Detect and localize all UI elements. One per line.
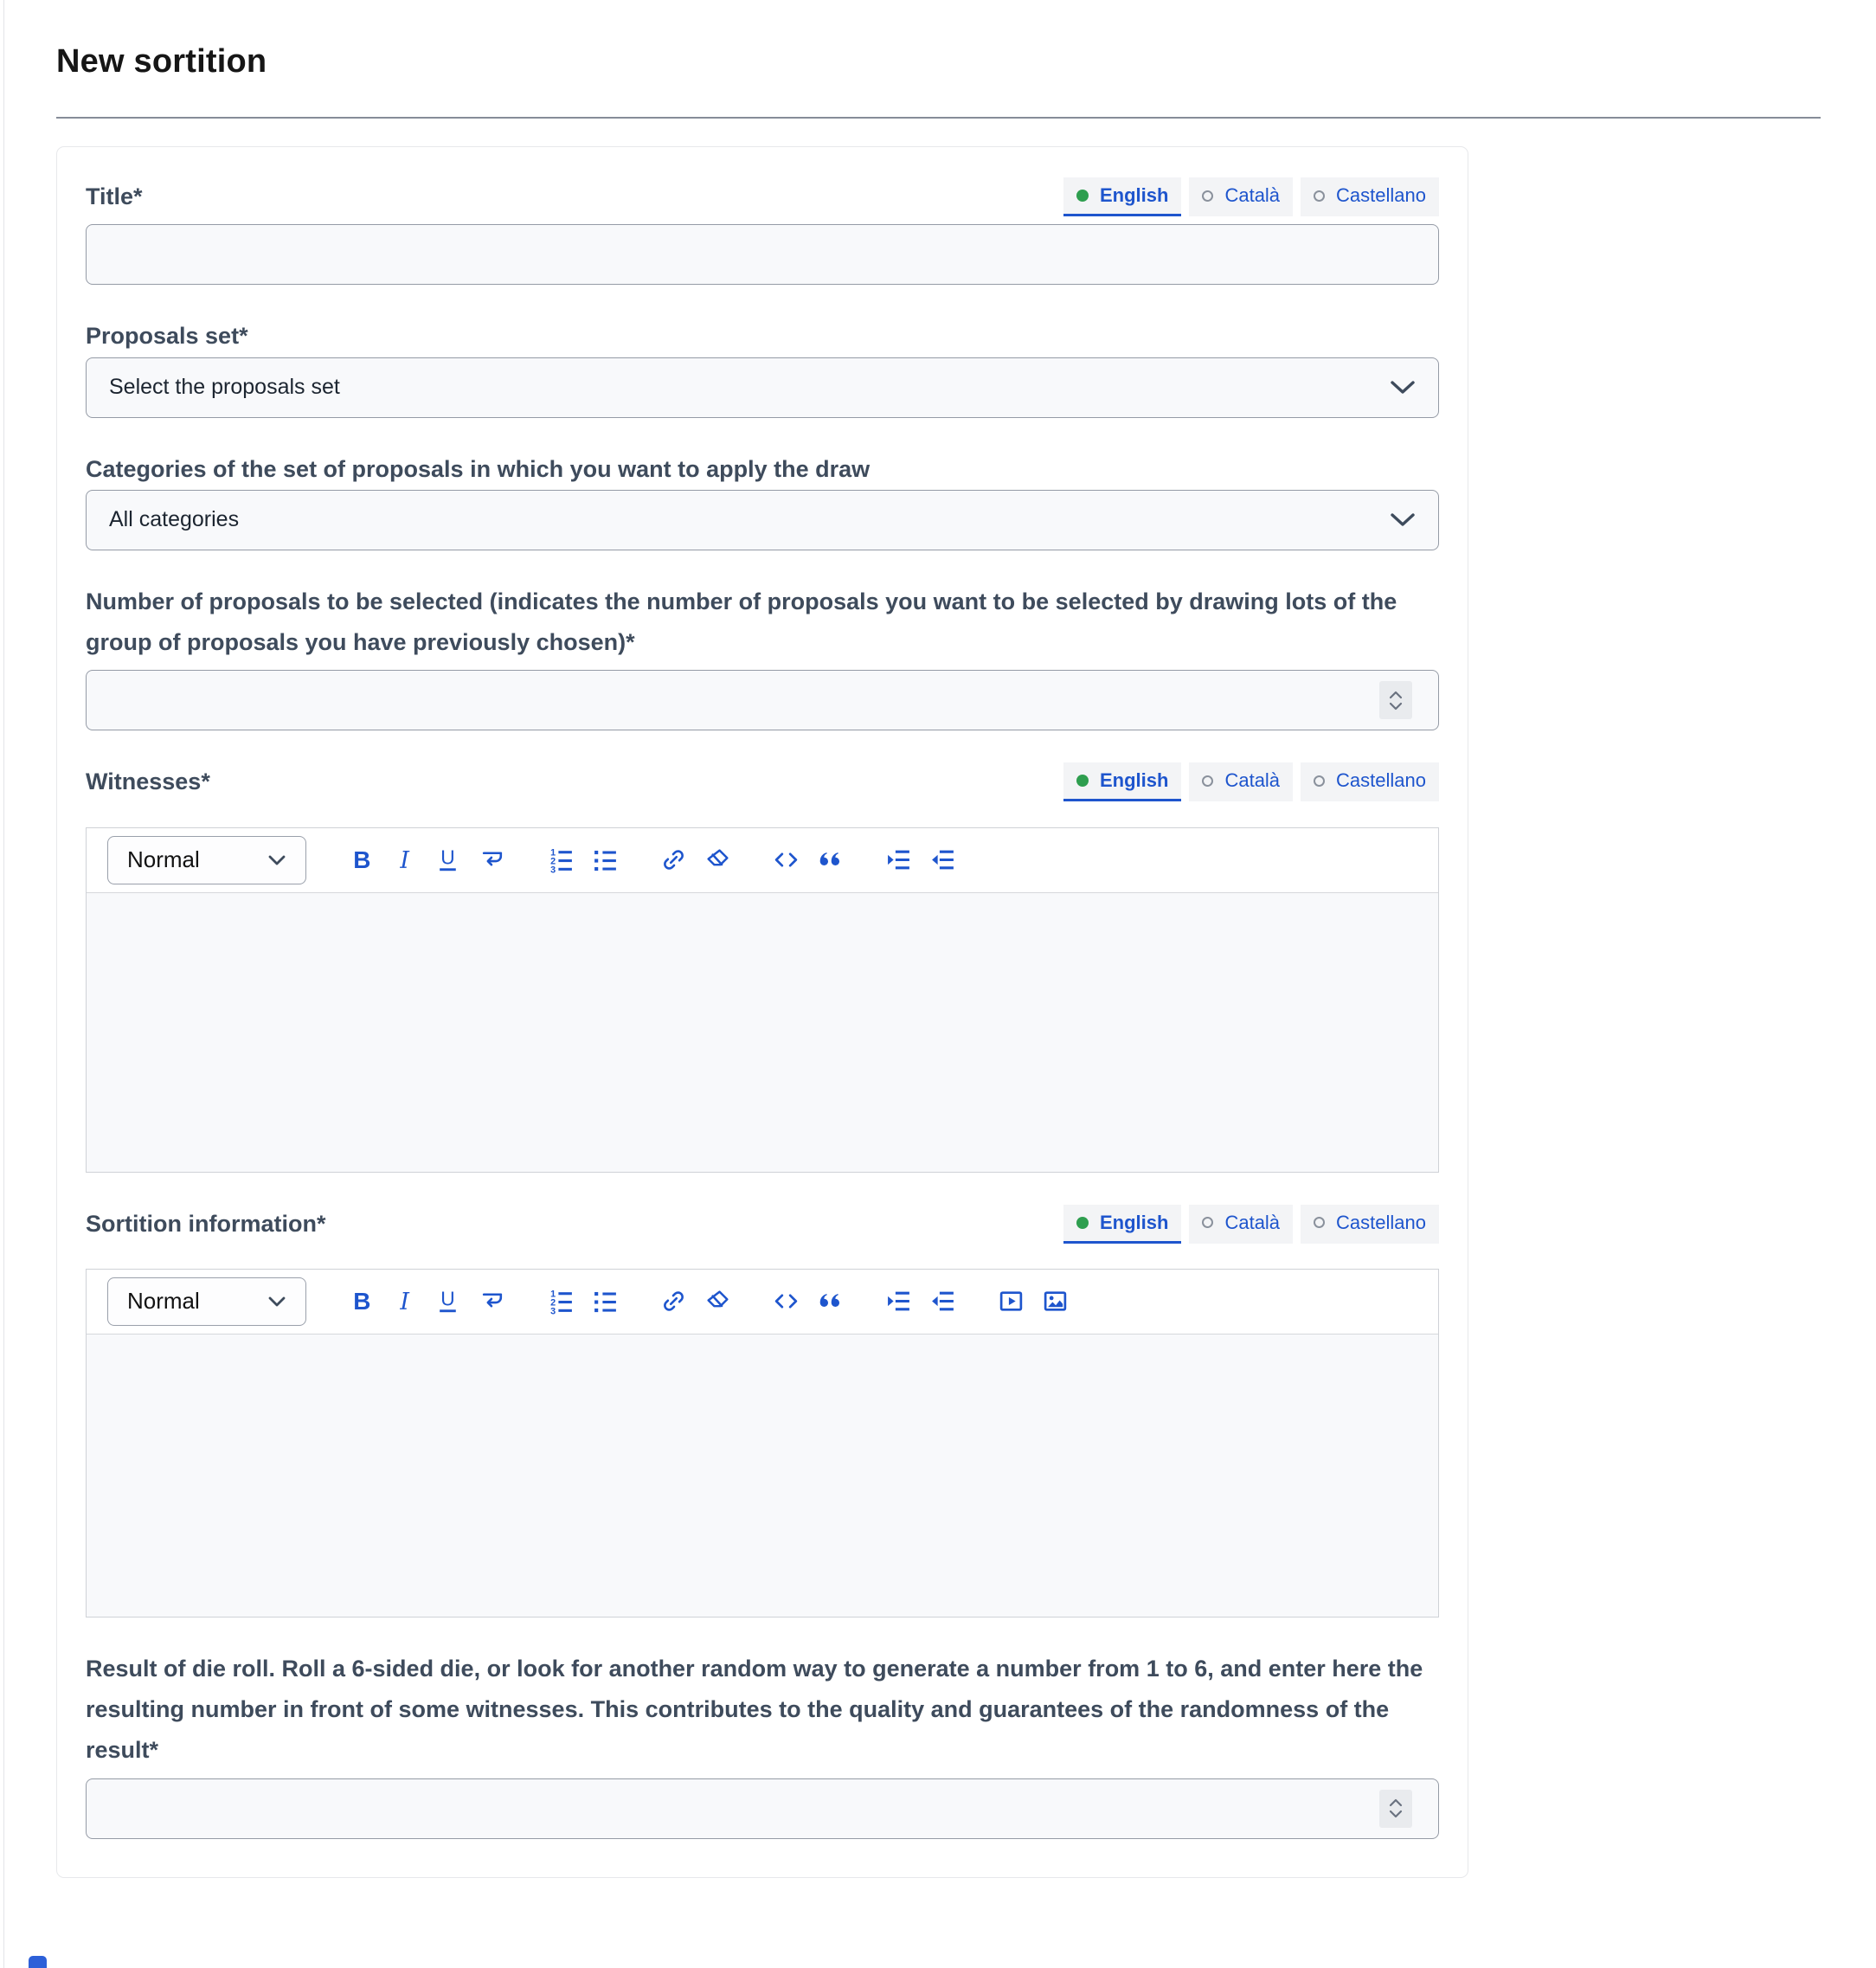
ordered-list-icon	[548, 1288, 575, 1315]
title-field-head	[86, 177, 1439, 217]
chevron-up-icon	[1389, 1798, 1403, 1807]
toolbar-outdent-button[interactable]	[923, 841, 961, 879]
clear-format-icon	[704, 846, 731, 873]
main-content	[56, 0, 1821, 1878]
sortition-information-editor-toolbar	[87, 1270, 1438, 1334]
die-roll-input[interactable]	[86, 1778, 1439, 1839]
inactive-language-dot-icon	[1202, 190, 1213, 202]
language-tab-label: English	[1100, 769, 1169, 792]
indent-icon	[885, 846, 912, 873]
sortition-information-label: Sortition information*	[86, 1210, 326, 1237]
svg-text:I: I	[399, 1289, 409, 1315]
language-tab-catala[interactable]	[1189, 762, 1293, 801]
language-tab-label: Català	[1224, 769, 1281, 792]
active-language-dot-icon	[1076, 1217, 1089, 1229]
number-of-proposals-input[interactable]	[86, 670, 1439, 730]
toolbar-outdent-button[interactable]	[923, 1283, 961, 1321]
chevron-up-icon	[1389, 691, 1403, 699]
italic-icon	[391, 846, 418, 873]
toolbar-bold-button[interactable]	[341, 841, 379, 879]
svg-text:U: U	[440, 1288, 455, 1310]
categories-label: Categories of the set of proposals in which you want to apply the draw	[86, 455, 871, 482]
link-icon	[660, 1288, 687, 1315]
toolbar-icons	[341, 1283, 1074, 1321]
svg-text:B: B	[352, 846, 370, 873]
language-tab-catala[interactable]	[1189, 1205, 1293, 1244]
toolbar-underline-button[interactable]	[429, 1283, 467, 1321]
outdent-icon	[929, 1288, 956, 1315]
field-categories	[86, 449, 1439, 550]
language-tab-label: English	[1100, 1211, 1169, 1233]
create-button-partial[interactable]	[29, 1956, 47, 1968]
language-tab-label: English	[1100, 184, 1169, 207]
toolbar-bullet-list-button[interactable]	[586, 1283, 624, 1321]
field-number-of-proposals	[86, 582, 1439, 731]
inactive-language-dot-icon	[1314, 775, 1325, 787]
field-sortition-information	[86, 1204, 1439, 1617]
toolbar-link-button[interactable]	[654, 1283, 692, 1321]
underline-icon	[435, 846, 462, 873]
title-label: Title*	[86, 183, 143, 209]
field-proposals-set	[86, 316, 1439, 417]
sortition-form-card	[56, 146, 1468, 1878]
svg-text:B: B	[352, 1288, 370, 1315]
witnesses-field-head	[86, 762, 1439, 802]
svg-text:1: 1	[549, 847, 556, 859]
sortition-information-field-head	[86, 1204, 1439, 1244]
indent-icon	[885, 1288, 912, 1315]
toolbar-clear-format-button[interactable]	[698, 1283, 736, 1321]
language-tab-label: Català	[1224, 184, 1281, 207]
bold-icon	[347, 846, 374, 873]
number-stepper[interactable]	[1379, 1790, 1412, 1828]
field-die-roll	[86, 1649, 1439, 1839]
line-break-icon	[479, 1288, 506, 1315]
toolbar-indent-button[interactable]	[879, 841, 917, 879]
active-language-dot-icon	[1076, 775, 1089, 787]
image-icon	[1042, 1288, 1069, 1315]
panel-left-border	[3, 0, 4, 1968]
inactive-language-dot-icon	[1314, 1217, 1325, 1228]
paragraph-style-value: Normal	[127, 1288, 200, 1315]
underline-icon	[435, 1288, 462, 1315]
witnesses-language-tabs	[1063, 762, 1439, 801]
language-tab-label: Català	[1224, 1211, 1281, 1233]
language-tab-label: Castellano	[1336, 184, 1426, 207]
field-witnesses	[86, 762, 1439, 1172]
language-tab-label: Castellano	[1336, 769, 1426, 792]
ordered-list-icon	[548, 846, 575, 873]
svg-text:3: 3	[549, 865, 556, 873]
svg-text:2: 2	[549, 1297, 556, 1309]
toolbar-indent-button[interactable]	[879, 1283, 917, 1321]
number-of-proposals-label: Number of proposals to be selected (indicates the number of proposals you want to be selected by drawing lots of the group of proposals you have previously chosen)*	[86, 588, 1397, 655]
title-input[interactable]	[86, 224, 1439, 285]
sortition-information-rich-text-editor	[86, 1269, 1439, 1617]
toolbar-ordered-list-button[interactable]	[542, 1283, 580, 1321]
header-divider	[56, 117, 1821, 119]
chevron-down-icon	[1389, 702, 1403, 711]
categories-select[interactable]	[86, 490, 1439, 550]
toolbar-line-break-button[interactable]	[473, 1283, 511, 1321]
language-tab-english[interactable]	[1063, 177, 1181, 216]
bullet-list-icon	[592, 846, 619, 873]
toolbar-blockquote-button[interactable]	[811, 1283, 849, 1321]
line-break-icon	[479, 846, 506, 873]
toolbar-ordered-list-button[interactable]	[542, 841, 580, 879]
toolbar-underline-button[interactable]	[429, 841, 467, 879]
title-language-tabs	[1063, 177, 1439, 216]
witnesses-rich-text-editor	[86, 827, 1439, 1173]
paragraph-style-select[interactable]	[107, 836, 306, 884]
proposals-set-label: Proposals set*	[86, 323, 248, 350]
toolbar-italic-button[interactable]	[385, 841, 423, 879]
code-block-icon	[773, 846, 800, 873]
chevron-down-icon	[267, 1296, 286, 1308]
toolbar-line-break-button[interactable]	[473, 841, 511, 879]
sortition-information-editor-area[interactable]	[87, 1334, 1438, 1617]
code-block-icon	[773, 1288, 800, 1315]
toolbar-bullet-list-button[interactable]	[586, 841, 624, 879]
number-stepper[interactable]	[1379, 681, 1412, 719]
inactive-language-dot-icon	[1202, 1217, 1213, 1228]
witnesses-editor-toolbar	[87, 828, 1438, 892]
toolbar-blockquote-button[interactable]	[811, 841, 849, 879]
witnesses-editor-area[interactable]	[87, 892, 1438, 1172]
svg-text:2: 2	[549, 856, 556, 867]
toolbar-image-button[interactable]	[1036, 1283, 1074, 1321]
blockquote-icon	[817, 1288, 844, 1315]
bold-icon	[347, 1288, 374, 1315]
field-title	[86, 177, 1439, 285]
toolbar-code-block-button[interactable]	[767, 1283, 805, 1321]
bullet-list-icon	[592, 1288, 619, 1315]
language-tab-castellano[interactable]	[1301, 1205, 1439, 1244]
sortition-information-language-tabs	[1063, 1205, 1439, 1244]
chevron-down-icon	[267, 854, 286, 866]
categories-selected-value: All categories	[109, 507, 240, 532]
language-tab-english[interactable]	[1063, 762, 1181, 801]
toolbar-clear-format-button[interactable]	[698, 841, 736, 879]
chevron-down-icon	[1390, 380, 1416, 396]
svg-text:U: U	[440, 846, 455, 869]
clear-format-icon	[704, 1288, 731, 1315]
chevron-down-icon	[1389, 1810, 1403, 1818]
link-icon	[660, 846, 687, 873]
language-tab-castellano[interactable]	[1301, 762, 1439, 801]
toolbar-bold-button[interactable]	[341, 1283, 379, 1321]
svg-text:I: I	[399, 846, 409, 873]
witnesses-label: Witnesses*	[86, 769, 210, 795]
proposals-set-selected-value: Select the proposals set	[109, 375, 340, 399]
inactive-language-dot-icon	[1314, 190, 1325, 202]
video-icon	[998, 1288, 1025, 1315]
chevron-down-icon	[1390, 512, 1416, 528]
language-tab-label: Castellano	[1336, 1211, 1426, 1233]
blockquote-icon	[817, 846, 844, 873]
page-title: New sortition	[56, 43, 267, 80]
language-tab-castellano[interactable]	[1301, 177, 1439, 216]
toolbar-icons	[341, 841, 986, 879]
toolbar-code-block-button[interactable]	[767, 841, 805, 879]
die-roll-label: Result of die roll. Roll a 6-sided die, or look for another random way to generate a number from 1 to 6, and enter here the resulting number in front of some witnesses. This contributes to the quality and guarantees of the randomness of the result*	[86, 1655, 1423, 1764]
language-tab-english[interactable]	[1063, 1205, 1181, 1244]
toolbar-link-button[interactable]	[654, 841, 692, 879]
inactive-language-dot-icon	[1202, 775, 1213, 787]
proposals-set-select[interactable]	[86, 357, 1439, 418]
paragraph-style-value: Normal	[127, 846, 200, 872]
svg-text:3: 3	[549, 1306, 556, 1315]
toolbar-video-button[interactable]	[992, 1283, 1030, 1321]
paragraph-style-select[interactable]	[107, 1277, 306, 1326]
toolbar-italic-button[interactable]	[385, 1283, 423, 1321]
italic-icon	[391, 1288, 418, 1315]
active-language-dot-icon	[1076, 190, 1089, 202]
language-tab-catala[interactable]	[1189, 177, 1293, 216]
outdent-icon	[929, 846, 956, 873]
svg-text:1: 1	[549, 1289, 556, 1300]
